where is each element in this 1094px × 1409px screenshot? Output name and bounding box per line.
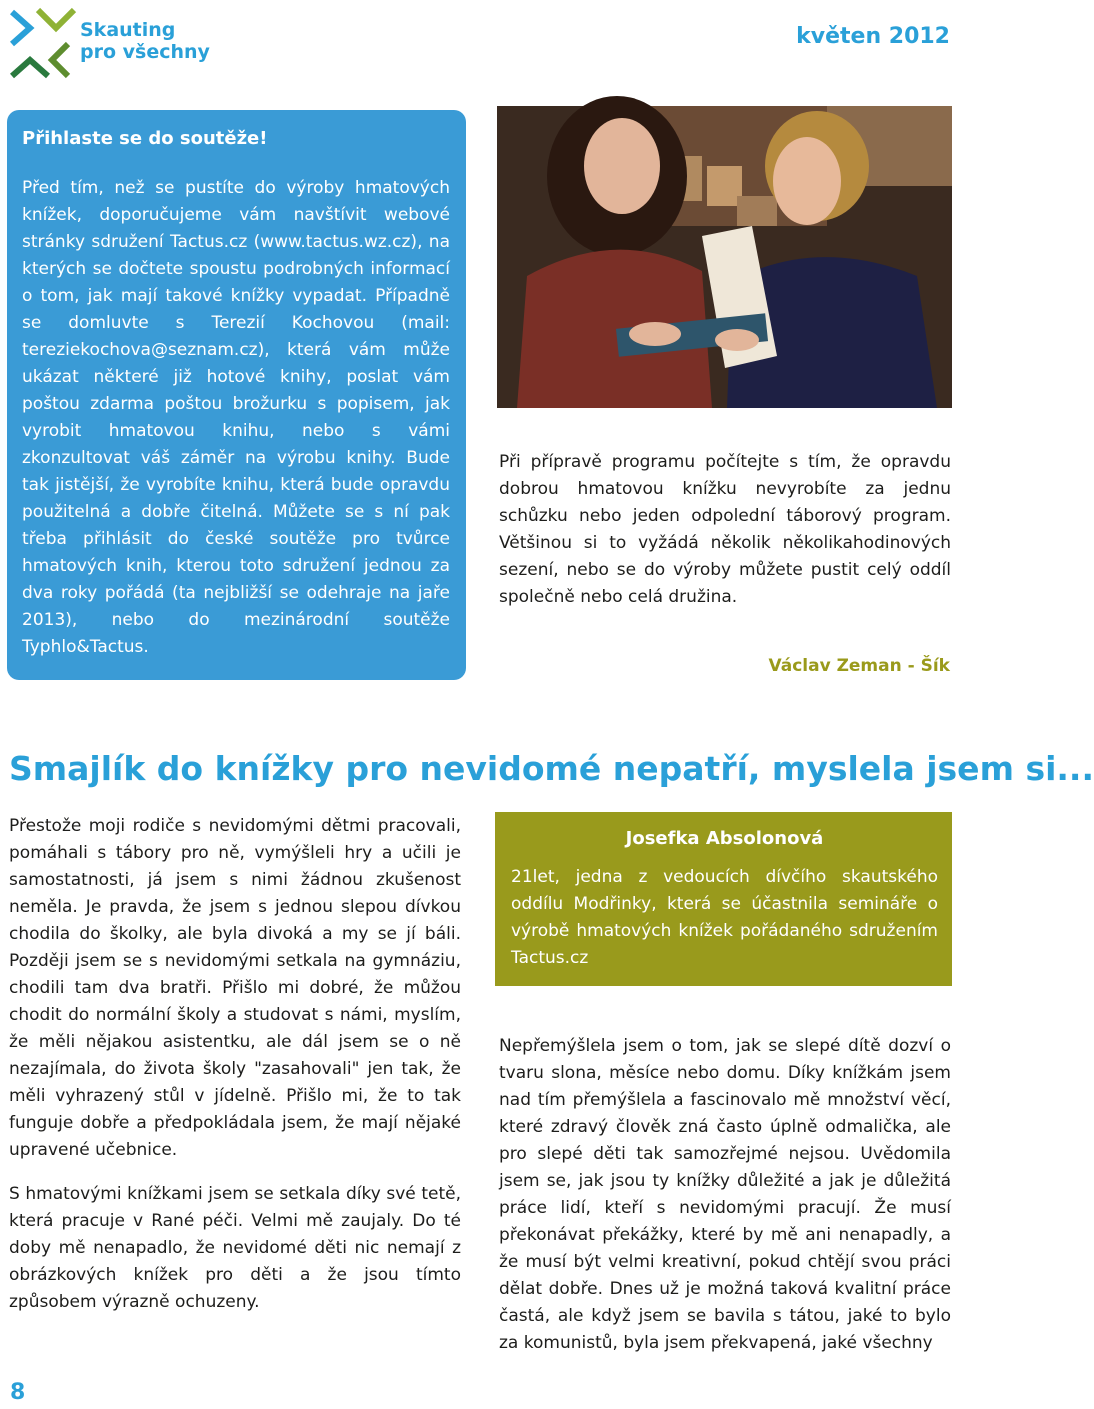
contest-box-text: Před tím, než se pustíte do výroby hmatových knížek, doporučujeme vám navštívit webové stránky sdružení Tactus.cz (www.tactus.wz.cz), na kterých se dočtete spoustu podrobných informací o tom, jak mají takové knížky vypadat. Případně se domluvte s Terezií Kochovou (mail: tereziekochova@seznam.cz), která vám může ukázat některé již hotové knihy, poslat vám poštou zdarma poštou brožurku s popisem, jak vyrobit hmatovou knihu, nebo s vámi zkonzultovat váš záměr na výrobu knihy. Bude tak jistější, že vyrobíte knihu, která bude opravdu použitelná a dobře čitelná. Můžete se s ní pak třeba přihlásit do české soutěže pro tvůrce hmatových knih, kterou toto sdružení jednou za dva roky pořádá (ta nejbližší se odehraje na jaře 2013), nebo do mezinárodní soutěže Typhlo&Tactus. <box>22 178 450 657</box>
contest-box-title: Přihlaste se do soutěže! <box>22 128 268 149</box>
photo-two-women <box>497 106 952 408</box>
article2-paragraph: Přestože moji rodiče s nevidomými dětmi pracovali, pomáhali s tábory pro ně, vymýšleli hry a učili je samostatnosti, já jsem s nimi žádnou zkušenost neměla. Je pravda, že jsem s jednou slepou dívkou chodila do školky, ale byla divoká a my se jí báli. Později jsem se s nevidomými setkala na gymnáziu, chodili tam dva bratři. Přišlo mi dobré, že můžou chodit do normální školy a studovat s námi, myslím, že měli nějakou asistentku, ale dál jsem se o ně nezajímala, do života školy "zasahovali" jen tak, že měli vyhrazený stůl v jídelně. Přišlo mi, že to tak funguje dobře a předpokládala jsem, že mají nějaké upravené učebnice. <box>9 816 461 1160</box>
article1-author: Václav Zeman - Šík <box>768 656 950 676</box>
author-info-box <box>495 812 952 986</box>
logo-text-line1: Skauting <box>80 19 176 41</box>
logo <box>8 6 208 82</box>
article2-paragraph: S hmatovými knížkami jsem se setkala díky své tetě, která pracuje v Rané péči. Velmi mě zaujaly. Do té doby mě nenapadlo, že nevidomé děti nic nemají z obrázkových knížek pro děti a že jsou tímto způsobem výrazně ochuzeny. <box>9 1184 461 1312</box>
article2-left-column <box>9 813 461 1316</box>
article2-right-column: Nepřemýšlela jsem o tom, jak se slepé dítě dozví o tvaru slona, měsíce nebo domu. Díky knížkám jsem nad tím přemýšlela a fascinovalo mě množství věcí, které zdravý člověk zná často úplně odmalička, ale pro slepé děti tak samozřejmé nejsou. Uvědomila jsem se, jak jsou ty knížky důležité a jak je důležitá práce lidí, kteří s nevidomými pracují. Že musí překonávat překážky, které by mě ani nenapadly, a že musí být velmi kreativní, pokud chtějí svou práci dělat dobře. Dnes už je možná taková kvalitní práce častá, ale když jsem se bavila s tátou, jaké to bylo za komunistů, byla jsem překvapená, jaké všechny <box>499 1036 951 1353</box>
author-name: Josefka Absolonová <box>625 828 824 849</box>
article1-paragraph: Při přípravě programu počítejte s tím, že opravdu dobrou hmatovou knížku nevyrobíte za jednu schůzku nebo jeden odpolední táborový program. Většinou si to vyžádá několik několikahodinových sezení, nebo se do výroby můžete pustit celý oddíl společně nebo celá družina. <box>499 452 951 607</box>
issue-date: květen 2012 <box>796 24 950 49</box>
page-number: 8 <box>10 1380 26 1405</box>
workshop-photo <box>497 106 952 408</box>
author-bio: 21let, jedna z vedoucích dívčího skautského oddílu Modřinky, která se účastnila semináře o výrobě hmatových knížek pořádaného sdružením Tactus.cz <box>511 867 938 968</box>
contest-info-box <box>7 110 466 680</box>
logo-text-line2: pro všechny <box>80 41 210 63</box>
fleur-de-lis-icon <box>8 6 74 82</box>
article2-title: Smajlík do knížky pro nevidomé nepatří, myslela jsem si... <box>9 749 1094 788</box>
